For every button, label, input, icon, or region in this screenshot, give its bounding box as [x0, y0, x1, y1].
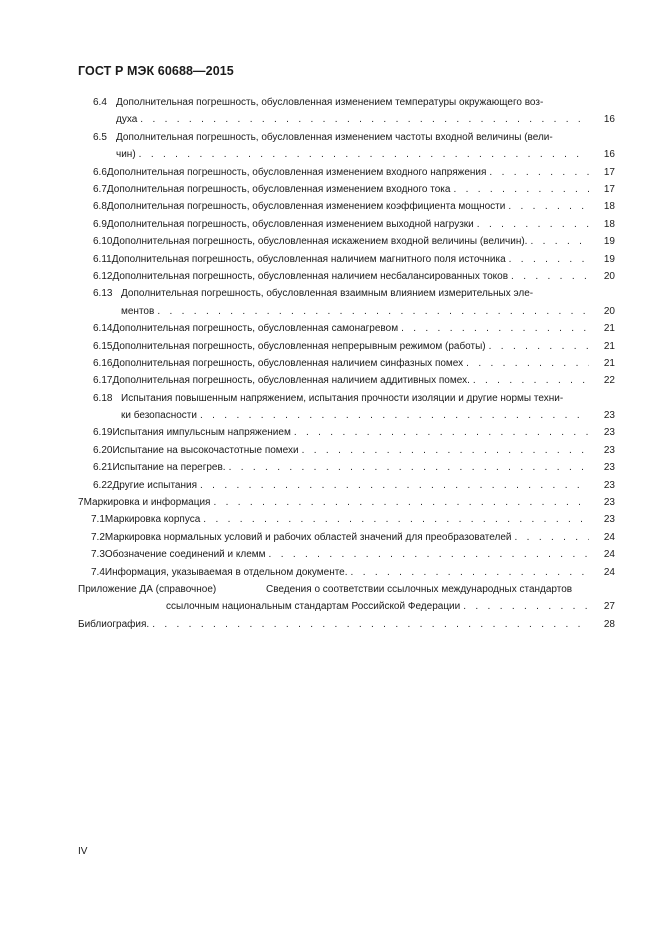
toc-entry-6-17[interactable] [0, 372, 661, 389]
toc-number: 7.2 [91, 531, 105, 543]
toc-number: 7.4 [91, 566, 105, 578]
dot-leader [486, 338, 589, 355]
toc-page: 21 [603, 323, 615, 335]
dot-leader [348, 564, 589, 581]
toc-title: Маркировка корпуса [104, 514, 201, 526]
toc-title-line1: Сведения о соответствии ссылочных международных стандартов [266, 584, 573, 595]
dot-leader [299, 442, 589, 459]
toc-title: Дополнительная погрешность, обусловленная самонагревом [112, 323, 399, 335]
toc-page: 20 [603, 305, 615, 317]
toc-page: 16 [603, 149, 615, 161]
dot-leader [512, 529, 590, 546]
toc-number: 7.1 [91, 514, 105, 526]
toc-title: Испытание на высокочастотные помехи [112, 444, 299, 456]
toc-page: 16 [603, 114, 615, 126]
toc-page: 19 [603, 253, 615, 265]
toc-entry-6-13[interactable] [0, 285, 661, 320]
toc-entry-6-7[interactable] [0, 181, 661, 198]
dot-leader [506, 251, 589, 268]
toc-page: 24 [603, 549, 615, 561]
dot-leader [149, 616, 589, 633]
toc-entry-6-8[interactable] [0, 198, 661, 215]
toc-title: Испытания импульсным напряжением [112, 427, 291, 439]
toc-number: 7.3 [91, 549, 105, 561]
toc-title: Дополнительная погрешность, обусловленная наличием магнитного поля источника [111, 253, 506, 265]
dot-leader [463, 355, 589, 372]
toc-title: Информация, указываемая в отдельном документе. [104, 566, 348, 578]
toc-title-line1: Дополнительная погрешность, обусловленная изменением частоты входной величины (вели- [116, 131, 553, 143]
toc-number: 6.8 [93, 201, 107, 213]
toc-number: 6.20 [93, 444, 113, 456]
toc-entry-6-14[interactable] [0, 320, 661, 337]
toc-page: 18 [603, 201, 615, 213]
toc-number: 6.16 [93, 357, 113, 369]
dot-leader [460, 598, 589, 615]
toc-entry-6-10[interactable] [0, 233, 661, 250]
toc-title: Дополнительная погрешность, обусловленная изменением коэффициента мощности [106, 201, 506, 213]
toc-page: 27 [603, 601, 615, 613]
toc-title-line1: Испытания повышенным напряжением, испытания прочности изоляции и другие нормы техни- [121, 392, 564, 404]
toc-number: 6.18 [93, 392, 113, 404]
toc-number: 6.11 [93, 253, 112, 265]
toc-title-line1: Дополнительная погрешность, обусловленная взаимным влиянием измерительных эле- [121, 288, 534, 300]
dot-leader [226, 459, 589, 476]
toc-entry-6-4[interactable] [0, 94, 661, 129]
toc-page: 23 [603, 427, 615, 439]
toc-entry-6-15[interactable] [0, 338, 661, 355]
toc-entry-6-12[interactable] [0, 268, 661, 285]
toc-number: 6.14 [93, 323, 113, 335]
toc-entry-6-9[interactable] [0, 216, 661, 233]
toc-entry-6-18[interactable] [0, 390, 661, 425]
toc-number: 6.19 [93, 427, 113, 439]
toc-title: Обозначение соединений и клемм [104, 549, 266, 561]
toc-title: Дополнительная погрешность, обусловленная изменением входного напряжения [106, 166, 487, 178]
dot-leader [470, 372, 589, 389]
toc-entry-6-6[interactable] [0, 164, 661, 181]
toc-number: 6.12 [93, 270, 113, 282]
toc-title: Дополнительная погрешность, обусловленная изменением выходной нагрузки [106, 218, 474, 230]
toc-page: 23 [603, 497, 615, 509]
toc-entry-7-3[interactable] [0, 546, 661, 563]
toc-entry-7[interactable] [0, 494, 661, 511]
toc-entry-6-11[interactable] [0, 251, 661, 268]
toc-title-line2: ссылочным национальным стандартам Российской Федерации [166, 601, 461, 613]
toc-title: Дополнительная погрешность, обусловленная искажением входной величины (величин). [112, 236, 528, 248]
toc-page: 20 [603, 270, 615, 282]
toc-number: 6.13 [93, 288, 113, 300]
toc-entry-6-5[interactable] [0, 129, 661, 164]
toc-title: Маркировка нормальных условий и рабочих областей значений для преобразователей [104, 531, 512, 543]
toc-page: 19 [603, 236, 615, 248]
toc-number: 6.15 [93, 340, 113, 352]
dot-leader [154, 303, 589, 320]
toc-entry-bibliography[interactable] [0, 616, 661, 633]
toc-page: 24 [603, 566, 615, 578]
toc-page: 23 [603, 462, 615, 474]
toc-title-line2: ки безопасности [121, 410, 197, 422]
dot-leader [136, 146, 589, 163]
toc-page: 21 [603, 340, 615, 352]
dot-leader [200, 511, 589, 528]
toc-number: 6.9 [93, 218, 107, 230]
toc-title: Маркировка и информация [83, 497, 211, 509]
toc-page: 23 [603, 514, 615, 526]
toc-page: 22 [603, 375, 615, 387]
toc-page: 23 [603, 479, 615, 491]
toc-title: Другие испытания [112, 479, 198, 491]
dot-leader [505, 198, 589, 215]
dot-leader [197, 407, 589, 424]
toc-number: 6.10 [93, 236, 113, 248]
toc-appendix-label: Приложение ДА (справочное) [78, 584, 217, 595]
toc-title: Дополнительная погрешность, обусловленная наличием несбалансированных токов [112, 270, 509, 282]
toc-entry-6-20[interactable] [0, 442, 661, 459]
toc-number: 6.17 [93, 375, 113, 387]
toc-number: 6.21 [93, 462, 113, 474]
dot-leader [210, 494, 589, 511]
toc-entry-7-1[interactable] [0, 511, 661, 528]
toc-title-line1: Дополнительная погрешность, обусловленная изменением температуры окружающего воз- [116, 97, 544, 108]
toc-page: 17 [603, 183, 615, 195]
dot-leader [398, 320, 589, 337]
toc-page: 28 [603, 618, 615, 630]
toc-title-line2: чин) [116, 149, 136, 161]
toc-title: Библиография. [78, 618, 150, 630]
toc-number: 6.6 [93, 166, 107, 178]
toc-number: 6.4 [93, 97, 107, 108]
toc-entry-6-19[interactable] [0, 424, 661, 441]
dot-leader [137, 111, 589, 128]
toc-entry-appendix-da[interactable] [0, 581, 661, 616]
page-number-roman: IV [78, 846, 88, 857]
toc-entry-6-16[interactable] [0, 355, 661, 372]
toc-number: 6.22 [93, 479, 113, 491]
dot-leader [291, 424, 589, 441]
toc-title: Дополнительная погрешность, обусловленная изменением входного тока [106, 183, 451, 195]
dot-leader [474, 216, 589, 233]
toc-page: 24 [603, 531, 615, 543]
dot-leader [486, 164, 589, 181]
toc-number: 6.7 [93, 183, 107, 195]
toc-entry-7-4[interactable] [0, 564, 661, 581]
dot-leader [450, 181, 589, 198]
page-header: ГОСТ Р МЭК 60688—2015 [78, 64, 234, 78]
toc-entry-6-22[interactable] [0, 477, 661, 494]
toc-title: Дополнительная погрешность, обусловленная непрерывным режимом (работы) [112, 340, 486, 352]
dot-leader [508, 268, 589, 285]
toc-entry-6-21[interactable] [0, 459, 661, 476]
toc-page: 21 [603, 357, 615, 369]
dot-leader [197, 477, 589, 494]
toc-page: 23 [603, 410, 615, 422]
toc-number: 7 [78, 497, 84, 509]
toc-title: Дополнительная погрешность, обусловленная наличием синфазных помех [112, 357, 464, 369]
toc-page: 18 [603, 218, 615, 230]
toc-title: Испытание на перегрев. [112, 462, 226, 474]
toc-entry-7-2[interactable] [0, 529, 661, 546]
toc-title: Дополнительная погрешность, обусловленная наличием аддитивных помех. [112, 375, 470, 387]
toc-number: 6.5 [93, 131, 107, 143]
dot-leader [266, 546, 589, 563]
toc-page: 17 [603, 166, 615, 178]
toc-page: 23 [603, 444, 615, 456]
toc-title-line2: ментов [121, 305, 155, 317]
dot-leader [527, 233, 589, 250]
toc-title-line2: духа [116, 114, 138, 126]
table-of-contents [0, 94, 661, 633]
